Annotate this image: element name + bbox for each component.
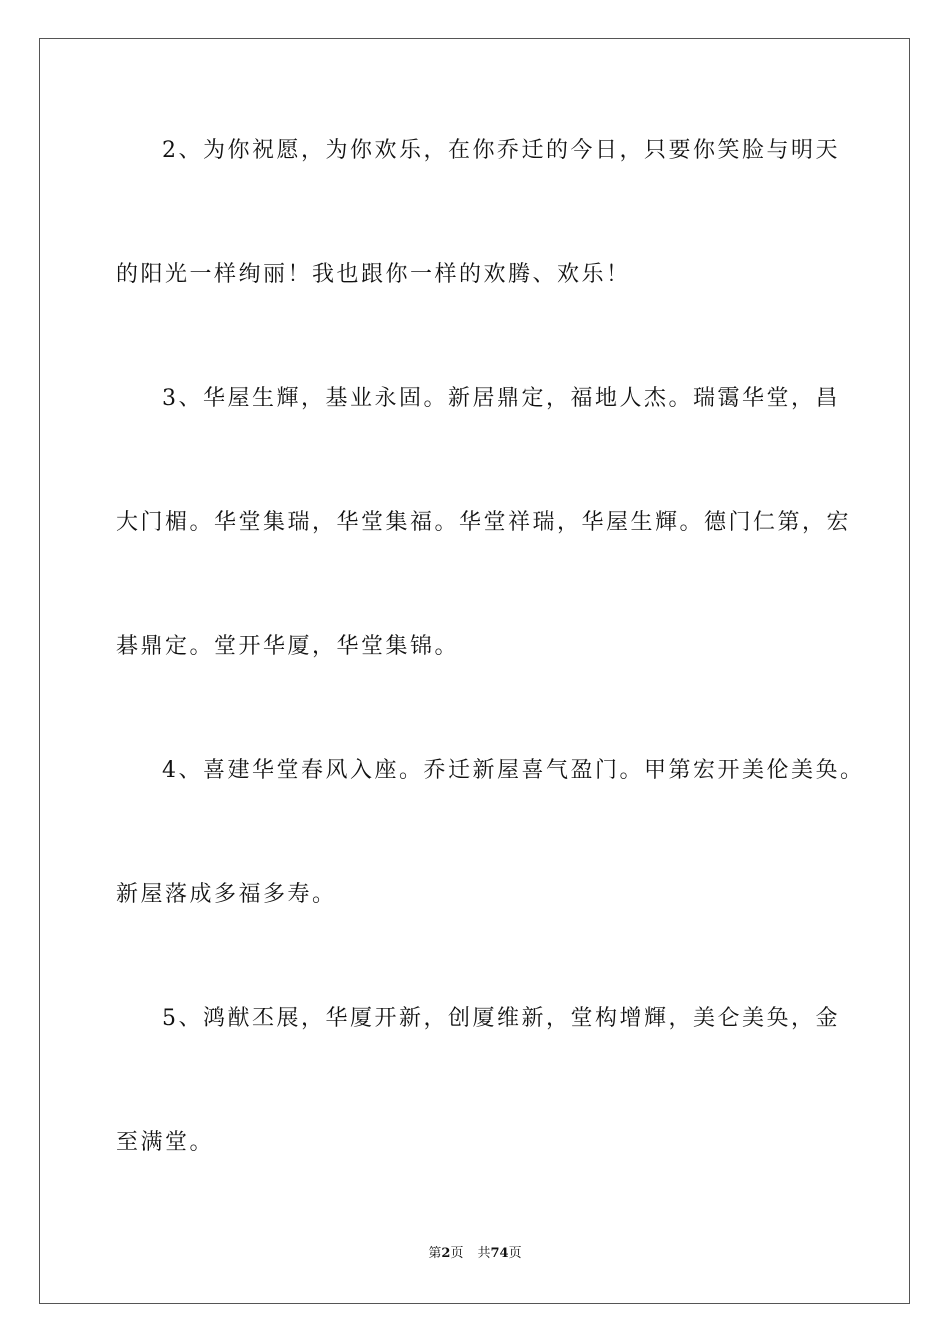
paragraph-4-line-1: 4、喜建华堂春风入座。乔迁新屋喜气盈门。甲第宏开美伦美奂。 xyxy=(162,758,865,783)
paragraph-3-line-1: 3、华屋生輝，基业永固。新居鼎定，福地人杰。瑞霭华堂，昌 xyxy=(162,386,840,411)
paragraph-2-line-2: 的阳光一样绚丽！我也跟你一样的欢腾、欢乐！ xyxy=(116,262,631,287)
page-footer xyxy=(0,1245,950,1263)
paragraph-3-line-3: 碁鼎定。堂开华厦，华堂集锦。 xyxy=(116,634,460,659)
page-border xyxy=(39,38,910,1304)
paragraph-5-line-2: 至满堂。 xyxy=(116,1130,215,1155)
page-prefix: 第 xyxy=(428,1246,442,1261)
page-number: 2 xyxy=(441,1246,451,1261)
paragraph-5-line-1: 5、鸿猷丕展，华厦开新，创厦维新，堂构增輝，美仑美奂，金 xyxy=(162,1006,840,1031)
paragraph-4-line-2: 新屋落成多福多寿。 xyxy=(116,882,337,907)
page-suffix: 页 xyxy=(450,1246,464,1261)
paragraph-3-line-2: 大门楣。华堂集瑞，华堂集福。华堂祥瑞，华屋生輝。德门仁第，宏 xyxy=(116,510,852,535)
total-prefix: 共 xyxy=(477,1246,491,1261)
total-pages: 74 xyxy=(490,1246,509,1261)
paragraph-2-line-1: 2、为你祝愿，为你欢乐，在你乔迁的今日，只要你笑脸与明天 xyxy=(162,138,840,163)
total-suffix: 页 xyxy=(508,1246,522,1261)
